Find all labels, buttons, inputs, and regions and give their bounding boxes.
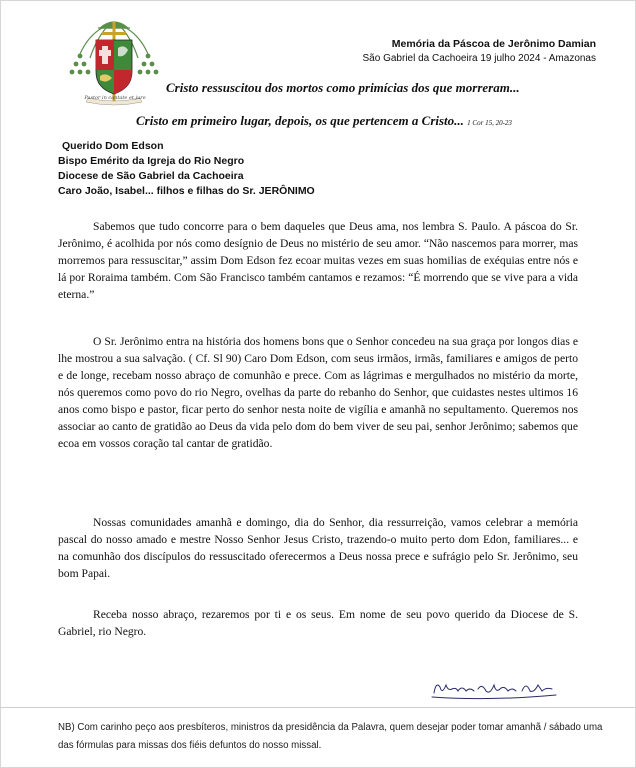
- body-paragraph: Nossas comunidades amanhã e domingo, dia do Senhor, dia ressurreição, vamos celebrar a memória pascal do nosso amado e mestre Nosso Senhor Jesus Cristo, trazendo-o muito perto dom Edon, familiares... e na comunhão dos discípulos do ressuscitado oferecermos a Deus nossa prece e sufrágio pelo Sr. Jerônimo, seu bom Papai.: [58, 516, 578, 580]
- salutation-block: [58, 139, 315, 199]
- crest-motto: Pastor in cantate et jure: [84, 95, 146, 101]
- body-paragraph: Sabemos que tudo concorre para o bem daqueles que Deus ama, nos lembra S. Paulo. A páscoa do Sr. Jerônimo, é acolhida por nós como desígnio de Deus no mistério de seu amor. “Não nascemos para morrer, mas morremos para ressuscitar,” assim Dom Edson fez ecoar muitas vezes em suas homilias de exéquias entre nós e lá por Roraima também. Com São Francisco também cantamos e rezamos: “É morrendo que se vive para a vida eterna.”: [58, 220, 578, 301]
- salutation-line: Caro João, Isabel... filhos e filhas do Sr. JERÔNIMO: [58, 185, 315, 197]
- bible-reference: 1 Cor 15, 20-23: [467, 119, 512, 127]
- handwritten-signature: [430, 675, 560, 701]
- salutation-line: Querido Dom Edson: [62, 140, 164, 152]
- document-title: Memória da Páscoa de Jerônimo Damian: [391, 38, 596, 50]
- salutation-line: Diocese de São Gabriel da Cachoeira: [58, 170, 244, 182]
- epigraph-line-2: [136, 113, 512, 129]
- epigraph-line-1: Cristo ressuscitou dos mortos como primícias dos que morreram...: [166, 80, 520, 95]
- body-paragraph: O Sr. Jerônimo entra na história dos homens bons que o Senhor concedeu na sua graça por longos dias e lhe mostrou a sua salvação. ( Cf. Sl 90) Caro Dom Edson, com seus irmãos, irmãs, familiares e amigos de perto e de longe, recebam nosso abraço de comunhão e prece. Com as lágrimas e mergulhados no mistério da morte, nós queremos como povo do rio Negro, ovelhas da parte do rebanho do Senhor, que cuidastes nestes ultimos 16 anos como bispo e pastor, ficar perto do senhor nesta noite de vigília e amanhã no sepultamento. Queremos nos associar ao canto de gratidão ao Deus da vida pelo dom do bem viver de seu pai, senhor Jerônimo; sabemos que ecoa em vossos coração tal cantar de gratidão.: [58, 335, 578, 450]
- shield: [96, 40, 132, 94]
- salutation-line: Bispo Emérito da Igreja do Rio Negro: [58, 155, 245, 167]
- footnote: NB) Com carinho peço aos presbíteros, ministros da presidência da Palavra, quem desejar poder tomar amanhã / sábado uma das fórmulas para missas dos fiéis defuntos do nosso missal.: [58, 722, 603, 751]
- body-paragraph: Receba nosso abraço, rezaremos por ti e os seus. Em nome de seu povo querido da Diocese de S. Gabriel, rio Negro.: [58, 608, 578, 638]
- epigraph-line-2-text: Cristo em primeiro lugar, depois, os que pertencem a Cristo...: [136, 113, 464, 128]
- document-place-date: São Gabriel da Cachoeira 19 julho 2024 - Amazonas: [362, 53, 596, 64]
- episcopal-coat-of-arms-icon: [62, 14, 166, 108]
- footer-divider: [0, 707, 636, 708]
